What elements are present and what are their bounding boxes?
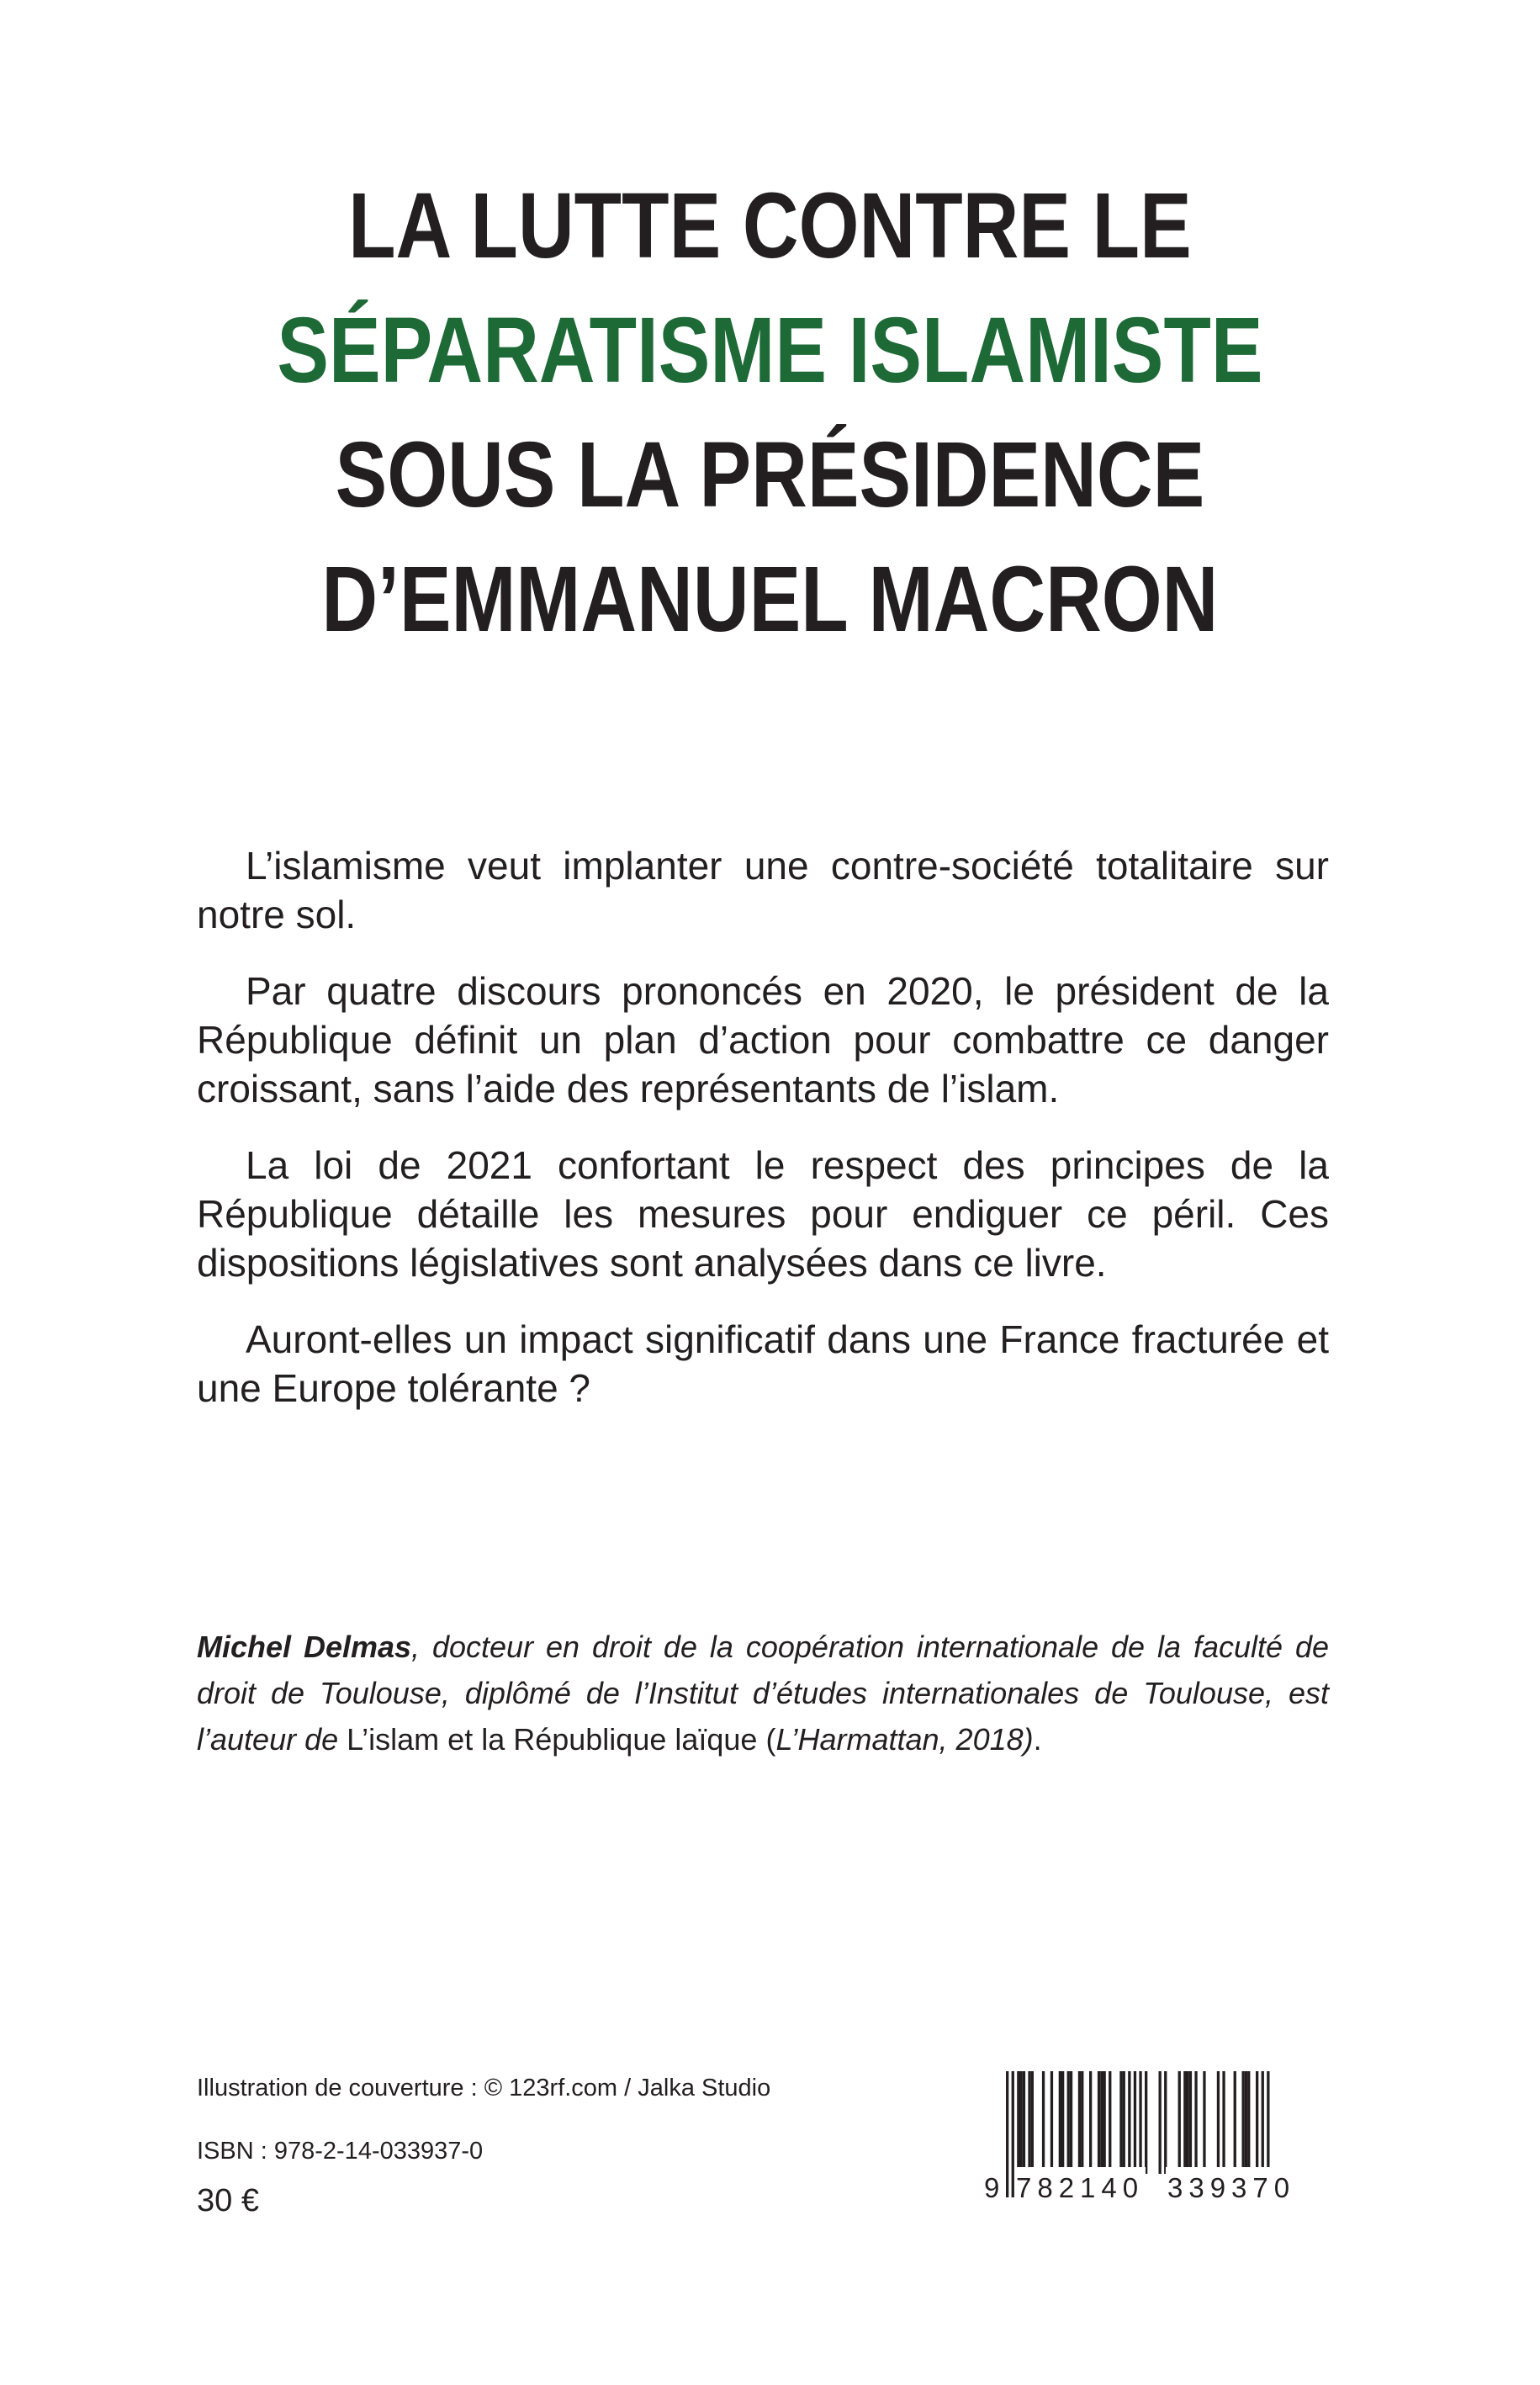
bio-book-title: L’islam et la République laïque (347, 1722, 758, 1757)
barcode-digits (982, 2167, 1315, 2209)
barcode-bar (1187, 2071, 1189, 2174)
barcode-bar (1189, 2071, 1192, 2174)
barcode-bar (1234, 2071, 1236, 2174)
barcode-bar (1222, 2071, 1225, 2174)
isbn: ISBN : 978-2-14-033937-0 (197, 2138, 484, 2165)
cover-credit: Illustration de couverture : © 123rf.com / Jalka Studio (197, 2075, 771, 2101)
back-cover-blurb (197, 841, 1329, 1440)
barcode-bar (1078, 2071, 1081, 2174)
blurb-paragraph-3: La loi de 2021 confortant le respect des principes de la République détaille les mesures pour endiguer ce péril. Ces dispositions législatives sont analysées dans ce livre. (197, 1143, 1329, 1285)
barcode-bar (1067, 2071, 1070, 2174)
blurb-paragraph-2: Par quatre discours prononcés en 2020, le président de la République définit un plan d’action pour combattre ce danger croissant, sans l’aide des représentants de l’islam. (197, 969, 1329, 1110)
price: 30 € (197, 2183, 259, 2218)
blurb-paragraph-4: Auront-elles un impact significatif dans une France fracturée et une Europe tolérante ? (197, 1317, 1329, 1410)
barcode-bar (1070, 2071, 1072, 2174)
barcode-bar (1194, 2071, 1197, 2174)
barcode-bar (1145, 2071, 1147, 2174)
barcode-lead-digit: 9 (982, 2167, 1001, 2209)
title-line-3: SOUS LA PRÉSIDENCE (335, 423, 1205, 527)
barcode-bar (1247, 2071, 1250, 2174)
barcode-bar (1059, 2071, 1061, 2174)
barcode-bar (1042, 2071, 1045, 2174)
barcode-bar (1103, 2071, 1106, 2174)
barcode-bar (1100, 2071, 1103, 2174)
barcode-bar (1128, 2071, 1130, 2174)
title-line-1: LA LUTTE CONTRE LE (348, 174, 1192, 278)
barcode-bar (1203, 2071, 1205, 2174)
barcode-bar (1242, 2071, 1245, 2174)
bio-text-3: . (1033, 1722, 1042, 1757)
barcode-bar (1217, 2071, 1220, 2174)
bio-publisher: L’Harmattan, 2018) (775, 1722, 1034, 1757)
title-line-2-highlight: SÉPARATISME ISLAMISTE (277, 299, 1263, 402)
barcode-bar (1119, 2071, 1122, 2174)
blurb-paragraph-1: L’islamisme veut implanter une contre-société totalitaire sur notre sol. (197, 844, 1329, 936)
author-bio (197, 1624, 1329, 1762)
bio-text-2: ( (757, 1722, 776, 1757)
barcode-bar (1020, 2071, 1023, 2174)
barcode-bar (1089, 2071, 1092, 2174)
barcode-right-group: 339370 (1166, 2167, 1297, 2209)
barcode-bar (1098, 2071, 1100, 2174)
barcode-left-group: 782140 (1014, 2167, 1146, 2209)
barcode-bar (1256, 2071, 1258, 2174)
barcode-bar (1061, 2071, 1064, 2174)
barcode-bar (1245, 2071, 1247, 2174)
barcode-bar (1164, 2071, 1167, 2174)
bio-text-1: , docteur en droit de la coopération internationale de la faculté de droit de Toulouse, diplômé de l’Institut d’études internationales de Toulouse, est l’auteur de (197, 1630, 1329, 1757)
barcode-bar (1017, 2071, 1019, 2174)
author-name: Michel Delmas (197, 1630, 412, 1664)
barcode-bar (1123, 2071, 1125, 2174)
barcode-bar (1050, 2071, 1053, 2174)
barcode-bar (1178, 2071, 1181, 2174)
title-line-4: D’EMMANUEL MACRON (321, 548, 1219, 651)
barcode-bar (1081, 2071, 1083, 2174)
barcode-bar (1023, 2071, 1025, 2174)
barcode-bar (1183, 2071, 1186, 2174)
barcode-bar (1031, 2071, 1034, 2174)
barcode-bar (1028, 2071, 1030, 2174)
barcode-bar (1159, 2071, 1162, 2174)
barcode (982, 2070, 1315, 2208)
barcode-bar (1109, 2071, 1111, 2174)
book-title (123, 164, 1416, 662)
